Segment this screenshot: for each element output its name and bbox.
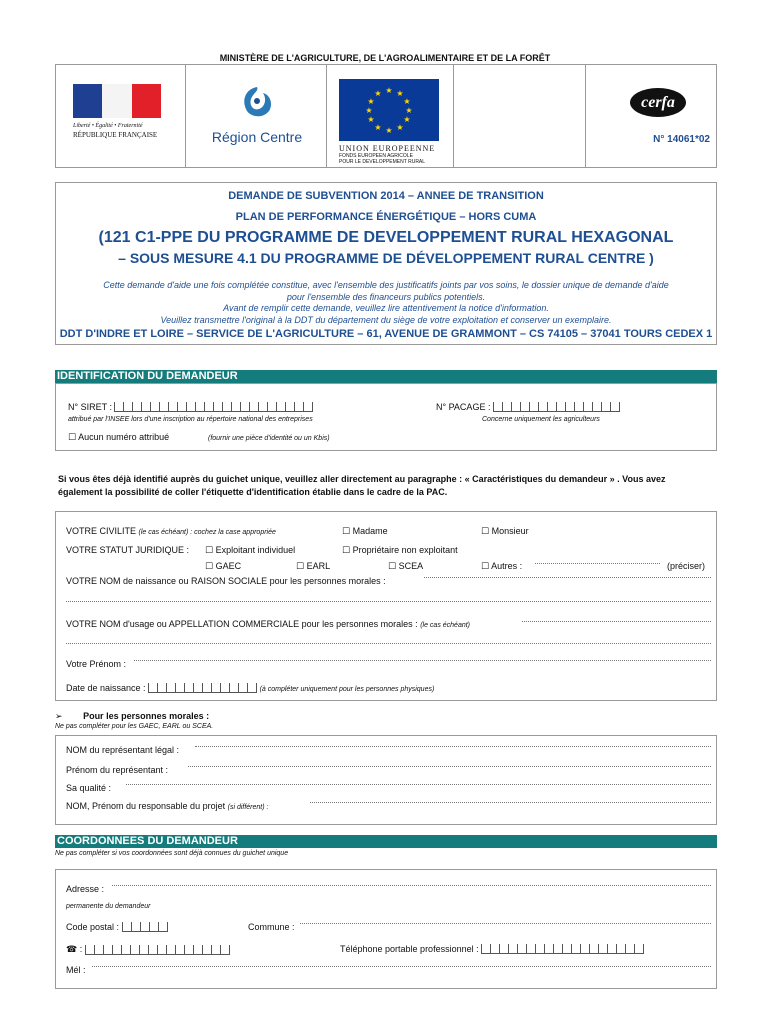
eu-logo (339, 79, 442, 165)
svg-text:★: ★ (405, 106, 413, 115)
title-line-3: (121 C1-PPE DU PROGRAMME DE DEVELOPPEMENT RURAL HEXAGONAL (98, 229, 674, 246)
pacage-note: Concerne uniquement les agriculteurs (482, 416, 600, 423)
svg-text:★: ★ (403, 97, 411, 106)
region-name: Région Centre (211, 129, 303, 145)
rep-nom-label: NOM du représentant légal : (66, 745, 180, 755)
civilite-row (66, 526, 276, 536)
phone-input[interactable] (85, 945, 230, 955)
usage-field[interactable] (522, 621, 711, 622)
phone-row (66, 944, 230, 955)
svg-text:★: ★ (403, 115, 411, 124)
pacage-input[interactable] (493, 402, 620, 412)
identification-section-title: IDENTIFICATION DU DEMANDEUR (55, 370, 717, 383)
naissance-label: Date de naissance : (66, 683, 146, 693)
arrow-bullet-icon: ➢ (55, 711, 63, 721)
mobile-row (340, 944, 644, 954)
pacage-label: N° PACAGE : (436, 402, 491, 412)
siret-row (68, 402, 313, 412)
cp-row (66, 922, 168, 932)
rf-name: RÉPUBLIQUE FRANÇAISE (73, 131, 158, 139)
prenom-field[interactable] (134, 660, 711, 661)
usage-field-continued[interactable] (66, 643, 711, 644)
svg-text:★: ★ (374, 123, 382, 132)
intro-line-4: Veuillez transmettre l'original à la DDT du département du siège de votre exploitation et conserver un exemplaire. (160, 314, 612, 325)
naissance-note: (à compléter uniquement pour les personnes physiques) (259, 686, 435, 693)
cerfa-logo: cerfa (630, 88, 686, 117)
exploitant-checkbox[interactable]: ☐ Exploitant individuel (205, 545, 296, 555)
morales-note: Ne pas compléter pour les GAEC, EARL ou SCEA. (55, 723, 214, 730)
mel-label: Mél : (66, 965, 86, 975)
ministry-title: MINISTÈRE DE L'AGRICULTURE, DE L'AGROALIMENTAIRE ET DE LA FORÊT (219, 53, 551, 63)
prenom-label: Votre Prénom : (66, 659, 127, 669)
rf-motto: Liberté • Égalité • Fraternité (73, 123, 143, 129)
civilite-label: VOTRE CIVILITE (66, 526, 137, 536)
nom-field[interactable] (424, 577, 711, 578)
rep-prenom-label: Prénom du représentant : (66, 765, 169, 775)
no-number-note: (fournir une pièce d'identité ou un Kbis) (208, 435, 330, 442)
pacage-row (436, 402, 620, 412)
naissance-input[interactable] (148, 683, 257, 693)
region-centre-logo (198, 85, 316, 145)
intro-line-3: Avant de remplir cette demande, veuillez lire attentivement la notice d'information. (223, 303, 549, 313)
region-emblem-icon (237, 85, 277, 121)
responsable-note: (si différent) : (227, 804, 269, 811)
ddt-address: DDT D'INDRE ET LOIRE – SERVICE DE L'AGRICULTURE – 61, AVENUE DE GRAMMONT – CS 74105 – 37041 TOURS CEDEX 1 (59, 328, 713, 340)
preciser-label: (préciser) (667, 561, 706, 571)
usage-row (66, 619, 470, 629)
adresse-note: permanente du demandeur (66, 903, 151, 910)
statut-label: VOTRE STATUT JURIDIQUE : (66, 545, 190, 555)
commune-field[interactable] (300, 923, 711, 924)
nom-label: VOTRE NOM de naissance ou RAISON SOCIALE pour les personnes morales : (66, 576, 386, 586)
rep-nom-field[interactable] (195, 746, 711, 747)
morales-title: Pour les personnes morales : (83, 711, 210, 721)
cerfa-number: N° 14061*02 (653, 134, 710, 145)
usage-note: (le cas échéant) (420, 622, 471, 629)
rep-prenom-field[interactable] (188, 766, 711, 767)
cp-input[interactable] (122, 922, 168, 932)
usage-label: VOTRE NOM d'usage ou APPELLATION COMMERCIALE pour les personnes morales : (66, 619, 418, 629)
guichet-note: Si vous êtes déjà identifié auprès du guichet unique, veuillez aller directement au paragraphe : « Caractéristiques du demandeur » . Vous avez également la possibilité de coller l'étiquette d'identification établie dans le cadre de la PAC. (58, 474, 666, 497)
siret-note: attribué par l'INSEE lors d'une inscription au répertoire national des entreprises (68, 416, 313, 423)
svg-text:★: ★ (367, 115, 375, 124)
eu-sub-1: FONDS EUROPEEN AGRICOLE (339, 153, 413, 159)
svg-text:★: ★ (367, 97, 375, 106)
siret-label: N° SIRET : (68, 402, 112, 412)
autres-field[interactable] (535, 563, 660, 564)
mel-field[interactable] (92, 966, 711, 967)
eu-flag-icon (339, 79, 439, 141)
coordonnees-note: Ne pas compléter si vos coordonnées sont déjà connues du guichet unique (55, 850, 289, 857)
phone-icon: ☎ : (66, 944, 83, 954)
title-line-4: – SOUS MESURE 4.1 DU PROGRAMME DE DÉVELOPPEMENT RURAL CENTRE ) (118, 250, 654, 266)
scea-checkbox[interactable]: ☐ SCEA (388, 561, 424, 571)
morales-heading (55, 711, 209, 722)
civilite-frame (55, 511, 717, 701)
qualite-label: Sa qualité : (66, 783, 112, 793)
republique-francaise-logo (73, 84, 167, 139)
svg-text:★: ★ (385, 86, 393, 95)
nom-field-continued[interactable] (66, 601, 711, 602)
svg-text:★: ★ (374, 89, 382, 98)
siret-input[interactable] (114, 402, 313, 412)
responsable-field[interactable] (310, 802, 711, 803)
proprietaire-checkbox[interactable]: ☐ Propriétaire non exploitant (342, 545, 458, 555)
title-line-1: DEMANDE DE SUBVENTION 2014 – ANNEE DE TRANSITION (228, 190, 544, 202)
intro-line-2: pour l'ensemble des financeurs publics potentiels. (286, 291, 486, 302)
commune-label: Commune : (248, 922, 295, 932)
svg-text:★: ★ (396, 123, 404, 132)
cp-label: Code postal : (66, 922, 120, 932)
title-line-2: PLAN DE PERFORMANCE ÉNERGÉTIQUE – HORS CUMA (235, 211, 537, 223)
naissance-row (66, 683, 434, 693)
adresse-field[interactable] (112, 885, 711, 886)
intro-line-1: Cette demande d'aide une fois complétée constitue, avec l'ensemble des justificatifs joints par vos soins, le dossier unique de demande d'aide (103, 280, 669, 290)
qualite-field[interactable] (126, 784, 711, 785)
intro-text (60, 280, 712, 326)
earl-checkbox[interactable]: ☐ EARL (296, 561, 331, 571)
eu-sub-2: POUR LE DEVELOPPEMENT RURAL (339, 159, 426, 165)
autres-checkbox[interactable]: ☐ Autres : (481, 561, 523, 571)
mobile-label: Téléphone portable professionnel : (340, 944, 479, 954)
mobile-input[interactable] (481, 944, 644, 954)
no-number-checkbox[interactable]: ☐ Aucun numéro attribué (68, 432, 170, 442)
gaec-checkbox[interactable]: ☐ GAEC (205, 561, 242, 571)
madame-checkbox[interactable]: ☐ Madame (342, 526, 388, 536)
svg-text:★: ★ (396, 89, 404, 98)
responsable-row (66, 801, 268, 811)
adresse-label: Adresse : (66, 884, 105, 894)
monsieur-checkbox[interactable]: ☐ Monsieur (481, 526, 529, 536)
responsable-label: NOM, Prénom du responsable du projet (66, 801, 226, 811)
eu-name: UNION EUROPEENNE (339, 144, 436, 153)
coordonnees-section-title: COORDONNEES DU DEMANDEUR (55, 835, 717, 848)
svg-text:★: ★ (365, 106, 373, 115)
svg-text:★: ★ (385, 126, 393, 135)
civilite-note: (le cas échéant) : cochez la case appropriée (138, 529, 276, 536)
marianne-flag-icon (73, 84, 161, 118)
